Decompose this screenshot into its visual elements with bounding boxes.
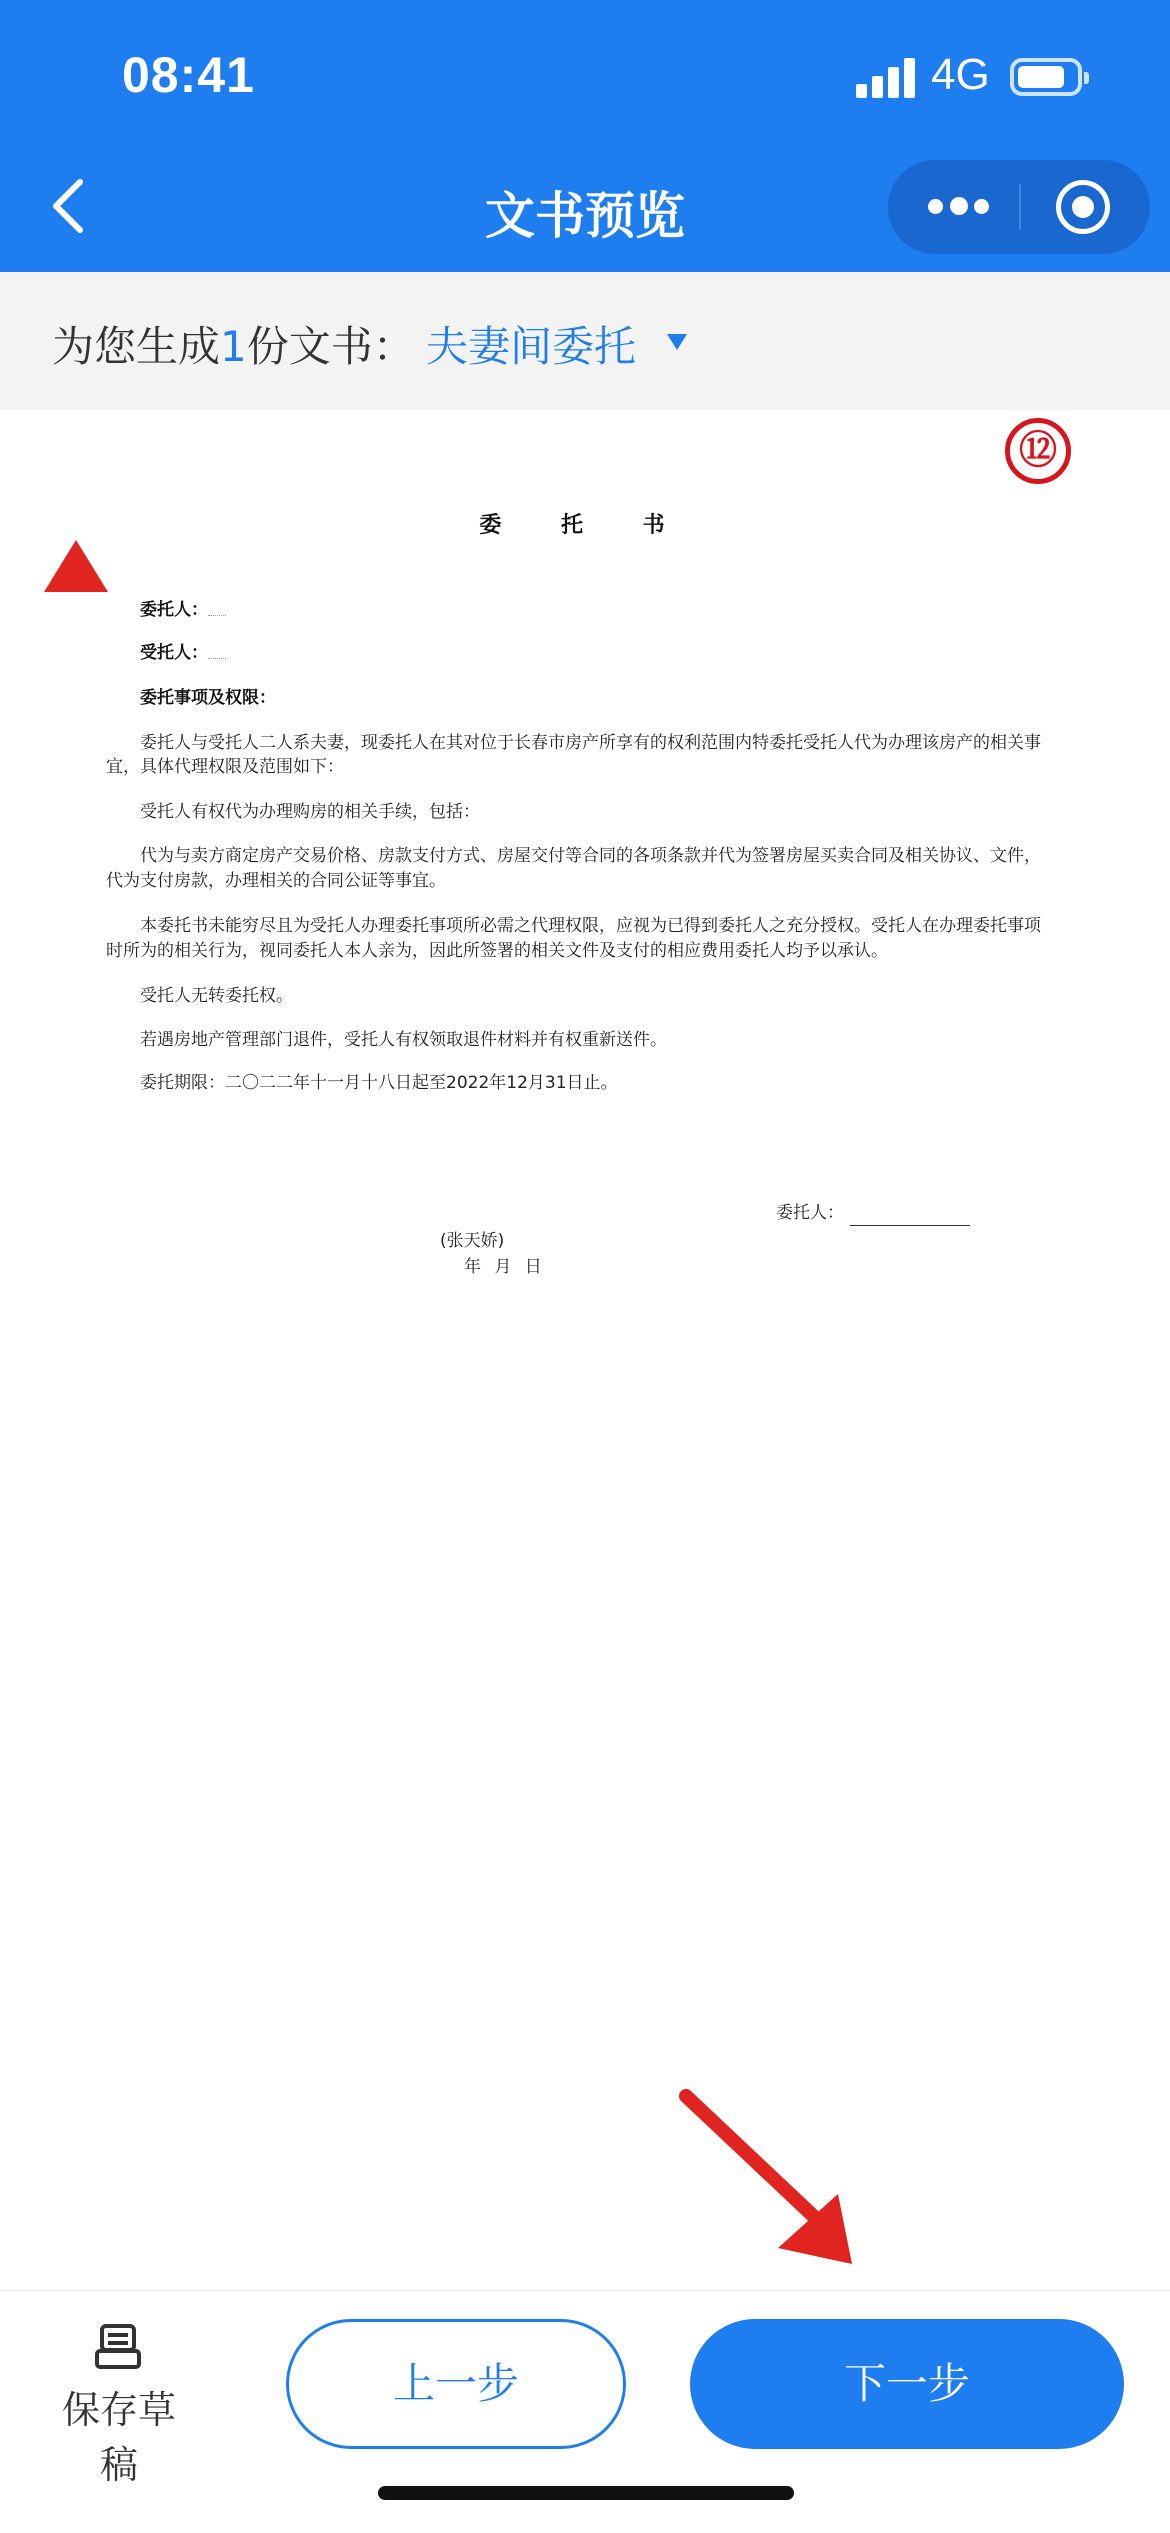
paragraph: 代为支付房款，办理相关的合同公证等事宜。 bbox=[106, 871, 446, 891]
document-type-dropdown[interactable]: 夫妻间委托 bbox=[426, 322, 637, 371]
signer-name: (张天娇) bbox=[440, 1231, 505, 1251]
more-icon[interactable] bbox=[928, 198, 990, 216]
generated-count-text: 为您生成1份文书： bbox=[52, 322, 415, 371]
matters-heading: 委托事项及权限： bbox=[140, 688, 276, 708]
signal-icon bbox=[856, 58, 916, 98]
paragraph: 受托人有权代为办理购房的相关手续，包括： bbox=[140, 802, 480, 822]
previous-step-button[interactable]: 上一步 bbox=[286, 2319, 626, 2449]
annotation-arrow-icon bbox=[676, 2088, 876, 2268]
principal-line: 委托人： bbox=[140, 597, 226, 623]
status-time: 08:41 bbox=[122, 47, 255, 103]
top-bar bbox=[0, 0, 1170, 272]
paragraph: 委托人与受托人二人系夫妻，现委托人在其对位于长春市房产所享有的权利范围内特委托受托人代为办理该房产的相关事 bbox=[140, 733, 1041, 753]
paragraph: 委托期限：二〇二二年十一月十八日起至2022年12月31日止。 bbox=[140, 1073, 618, 1093]
mini-program-capsule bbox=[888, 160, 1150, 254]
paragraph: 受托人无转委托权。 bbox=[140, 986, 293, 1006]
annotation-triangle-icon bbox=[44, 540, 108, 592]
paragraph: 本委托书未能穷尽且为受托人办理委托事项所必需之代理权限，应视为已得到委托人之充分授权。受托人在办理委托事项 bbox=[140, 916, 1041, 936]
save-draft-label[interactable]: 保存草稿 bbox=[61, 2388, 176, 2487]
page-title: 文书预览 bbox=[485, 187, 685, 245]
paragraph: 若遇房地产管理部门退件，受托人有权领取退件材料并有权重新送件。 bbox=[140, 1030, 667, 1050]
home-indicator bbox=[378, 2486, 794, 2500]
save-draft-icon[interactable] bbox=[94, 2323, 142, 2371]
network-type: 4G bbox=[931, 50, 990, 99]
date-line: 年 月 日 bbox=[464, 1257, 542, 1277]
agent-line: 受托人： bbox=[140, 640, 226, 666]
document-selector-bar bbox=[0, 272, 1170, 410]
next-step-button[interactable]: 下一步 bbox=[690, 2319, 1124, 2449]
paragraph: 代为与卖方商定房产交易价格、房款支付方式、房屋交付等合同的各项条款并代为签署房屋买卖合同及相关协议、文件， bbox=[140, 846, 1041, 866]
document-title: 委 托 书 bbox=[479, 513, 691, 538]
paragraph: 宜，具体代理权限及范围如下： bbox=[106, 757, 344, 777]
close-mini-program-icon[interactable] bbox=[1056, 180, 1110, 234]
dropdown-arrow-icon[interactable] bbox=[667, 334, 687, 350]
paragraph: 时所为的相关行为，视同委托人本人亲为，因此所签署的相关文件及支付的相应费用委托人均予以承认。 bbox=[106, 941, 888, 961]
step-number-badge: ⑫ bbox=[1005, 418, 1071, 484]
signature-line: 委托人： bbox=[776, 1200, 970, 1226]
battery-icon bbox=[1010, 58, 1082, 96]
